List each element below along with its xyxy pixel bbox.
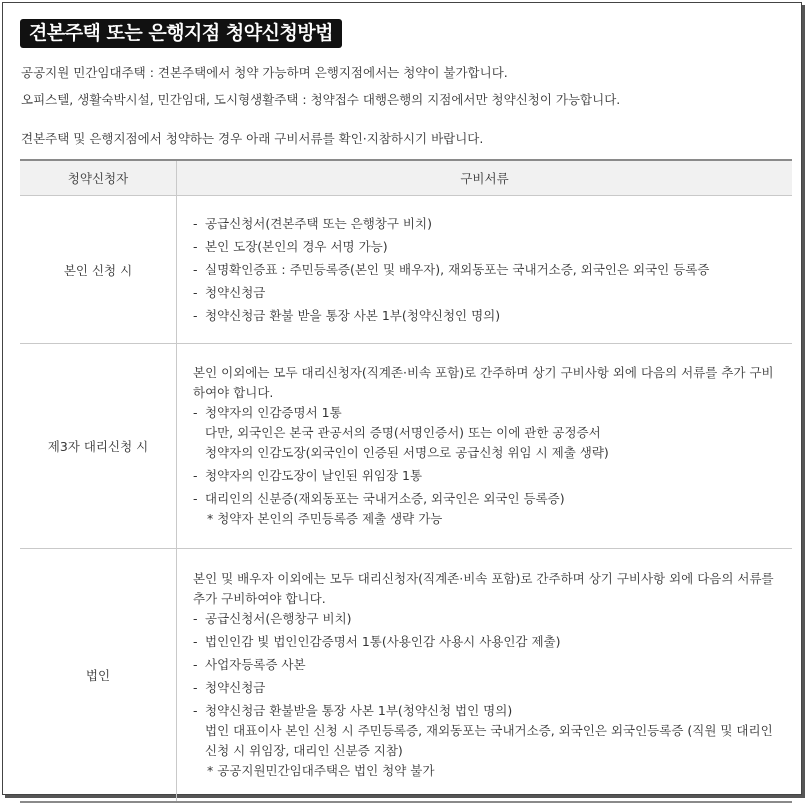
list-item: - 공급신청서(견본주택 또는 은행창구 비치) <box>193 214 784 234</box>
header-applicant: 청약신청자 <box>20 160 177 196</box>
list-item <box>193 701 784 781</box>
list-item-note: 청약자의 인감도장(외국인이 인증된 서명으로 공급신청 위임 시 제출 생략) <box>205 445 609 460</box>
list-item-text: 대리인의 신분증(재외동포는 국내거소증, 외국인은 외국인 등록증) <box>205 491 565 506</box>
list-item: - 사업자등록증 사본 <box>193 655 784 675</box>
list-item: - 본인 도장(본인의 경우 서명 가능) <box>193 237 784 257</box>
list-item: - 공급신청서(은행창구 비치) <box>193 609 784 629</box>
document-list <box>193 609 784 781</box>
list-item: - 법인인감 빛 법인인감증명서 1통(사용인감 사용시 사용인감 제출) <box>193 632 784 652</box>
page-title: 견본주택 또는 은행지점 청약신청방법 <box>20 19 342 48</box>
intro-line-1: 공공지원 민간임대주택 : 견본주택에서 청약 가능하며 은행지점에서는 청약이 불가합니다. <box>21 65 508 80</box>
list-item <box>193 403 784 463</box>
row-intro-text: 본인 및 배우자 이외에는 모두 대리신청자(직계존·비속 포함)로 간주하며 상기 구비사항 외에 다음의 서류를 추가 구비하여야 합니다. <box>193 571 774 606</box>
required-documents-table <box>20 159 792 803</box>
table-header-row <box>20 160 792 196</box>
list-item-note: * 공공지원민간임대주택은 법인 청약 불가 <box>207 763 435 778</box>
list-item <box>193 489 784 529</box>
documents-cell <box>177 344 793 549</box>
applicant-cell: 제3자 대리신청 시 <box>20 344 177 549</box>
page-frame <box>2 2 802 795</box>
intro-line-2: 오피스텔, 생활숙박시설, 민간임대, 도시형생활주택 : 청약접수 대행은행의 지점에서만 청약신청이 가능합니다. <box>21 92 621 107</box>
table-row <box>20 196 792 344</box>
list-item-text: 청약자의 인감증명서 1통 <box>205 405 342 420</box>
document-list <box>193 214 784 326</box>
header-documents: 구비서류 <box>177 160 793 196</box>
documents-cell <box>177 549 793 803</box>
documents-cell <box>177 196 793 344</box>
applicant-cell: 법인 <box>20 549 177 803</box>
list-item-note: 다만, 외국인은 본국 관공서의 증명(서명인증서) 또는 이에 관한 공정증서 <box>205 425 601 440</box>
document-list <box>193 403 784 529</box>
list-item-note: 법인 대표이사 본인 신청 시 주민등록증, 재외동포는 국내거소증, 외국인은 외국인등록증 (직원 및 대리인 신청 시 위임장, 대리인 신분증 지참) <box>205 723 773 758</box>
row-intro-text: 본인 이외에는 모두 대리신청자(직계존·비속 포함)로 간주하며 상기 구비사항 외에 다음의 서류를 추가 구비하여야 합니다. <box>193 365 774 400</box>
list-item: - 청약자의 인감도장이 날인된 위임장 1통 <box>193 466 784 486</box>
list-item: - 청약신청금 <box>193 678 784 698</box>
list-item-note: * 청약자 본인의 주민등록증 제출 생략 가능 <box>207 511 443 526</box>
list-item: - 청약신청금 <box>193 283 784 303</box>
list-item: - 청약신청금 환불 받을 통장 사본 1부(청약신청인 명의) <box>193 306 784 326</box>
list-item: - 실명확인증표 : 주민등록증(본인 및 배우자), 재외동포는 국내거소증, 외국인은 외국인 등록증 <box>193 260 784 280</box>
applicant-cell: 본인 신청 시 <box>20 196 177 344</box>
list-item-text: 청약신청금 환불받을 통장 사본 1부(청약신청 법인 명의) <box>205 703 513 718</box>
table-row <box>20 549 792 803</box>
table-row <box>20 344 792 549</box>
intro-line-3: 견본주택 및 은행지점에서 청약하는 경우 아래 구비서류를 확인·지참하시기 바랍니다. <box>21 131 484 146</box>
